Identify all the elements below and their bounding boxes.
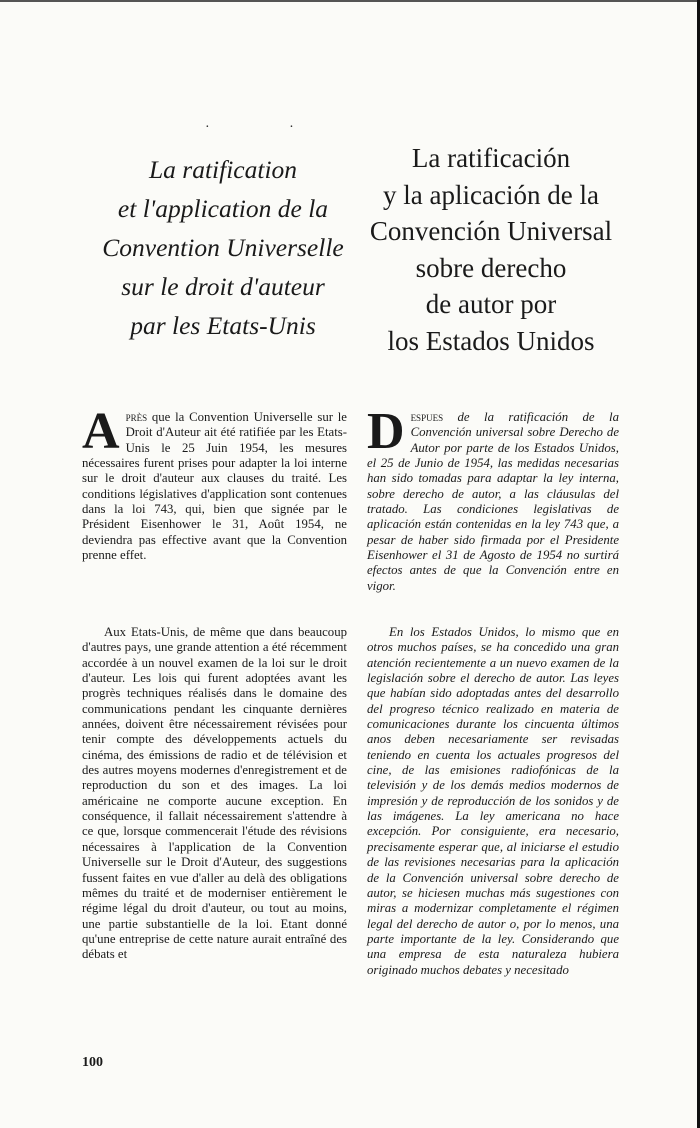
- drop-cap: D: [367, 403, 405, 460]
- title-es-line: sobre derecho: [415, 252, 567, 283]
- drop-cap: A: [82, 403, 120, 460]
- paragraph-text: En los Estados Unidos, lo mismo que en otros muchos países, se ha concedido una gran atención recientemente a un nuevo examen de la legislación sobre el derecho de autor. Las leyes que habían sido adoptadas antes del desarrollo del progreso técnico realizado en materia de comunicaciones durante los cincuenta últimos anos deben necesariamente ser revisadas teniendo en cuenta los actuales progresos del cine, de las emisiones radiofónicas de la televisión y de los demás medios modernos de impresión y de reproducción de los sonidos y de las imágenes. La ley americana no hace excepción. Por consiguiente, era necesario, precisamente esperar que, al iniciarse el estudio de las revisiones necesarias para la aplicación de la Convención universal sobre derecho de autor, se hiciesen muchas más sugestiones con miras a modernizar completamente el régimen legal del derecho de autor o, por lo menos, una parte importante de la ley. Considerando que una empresa de esta naturaleza hubiera originado muchos debates y necesitado: [367, 625, 619, 977]
- title-spanish: [360, 140, 622, 359]
- page-number: 100: [82, 1055, 103, 1070]
- french-paragraph-2: [82, 625, 347, 963]
- title-es-line: La ratificación: [411, 143, 571, 173]
- title-fr-line: et l'application de la: [117, 194, 329, 223]
- paragraph-text: de la ratificación de la Convención universal sobre Derecho de Autor por parte de los Estados Unidos, el 25 de Junio de 1954, las medidas necesarias han sido tomadas para adaptar la ley interna, sobre derecho de autor, a las cláusulas del tratado. Las condiciones legislativas de aplicación están contenidas en la ley 743 que, a pesar de haber sido firmada por el Presidente Eisenhower el 31 de Agosto de 1954 no surtirá efectos antes de que la Convención entre en vigor.: [367, 410, 619, 593]
- small-caps-lead: près: [125, 410, 148, 424]
- paragraph-text: Aux Etats-Unis, de même que dans beaucoup d'autres pays, une grande attention a été récemment accordée à un nouvel examen de la loi sur le droit d'auteur. Les lois qui furent adoptées avant les progrès techniques réalisés dans le domaine des communications pendant les cinquante dernières années, doivent être nécessairement révisées pour tenir compte des développements actuels du cinéma, des émissions de radio et de télévision et des autres moyens modernes d'enregistrement et de reproduction du son et des images. La loi américaine ne comporte aucune exception. En conséquence, il fallait nécessairement s'attendre à ce que, lorsque commencerait l'étude des révisions nécessaires à l'application de la Convention Universelle sur le Droit d'Auteur, des suggestions fussent faites en vue d'aller au delà des obligations mêmes du traité et de moderniser entièrement le régime légal du droit d'auteur, ou tout au moins, une partie substantielle de la loi. Etant donné qu'une entreprise de cette nature aurait entraîné des débats et: [82, 625, 347, 962]
- spanish-paragraph-2: [367, 625, 619, 978]
- french-paragraph-1: [82, 403, 347, 563]
- spanish-paragraph-1: [367, 403, 619, 594]
- title-es-line: y la aplicación de la: [383, 179, 599, 210]
- title-french: [92, 150, 354, 345]
- title-es-line: los Estados Unidos: [387, 325, 595, 356]
- title-fr-line: par les Etats-Unis: [130, 311, 316, 340]
- paragraph-text: que la Convention Universelle sur le Droit d'Auteur ait été ratifiée par les Etats-Unis le 25 Juin 1954, les mesures nécessaires furent prises pour adapter la loi interne sur le droit d'auteur aux clauses du traité. Les conditions législatives d'application sont contenues dans la loi 743, qui, bien que signée par le Président Eisenhower le 31, Août 1954, ne deviendra pas effective avant que la Convention prenne effet.: [82, 410, 347, 563]
- title-fr-line: Convention Universelle: [102, 233, 344, 262]
- title-es-line: de autor por: [425, 289, 557, 319]
- decorative-dots: · ·: [205, 120, 332, 135]
- small-caps-lead: espues: [410, 410, 444, 424]
- page-top-edge: [0, 0, 700, 2]
- paragraph: [367, 403, 619, 594]
- title-fr-line: sur le droit d'auteur: [121, 272, 325, 301]
- title-fr-line: La ratification: [148, 155, 298, 184]
- paragraph: [82, 403, 347, 563]
- title-es-line: Convención Universal: [369, 216, 613, 246]
